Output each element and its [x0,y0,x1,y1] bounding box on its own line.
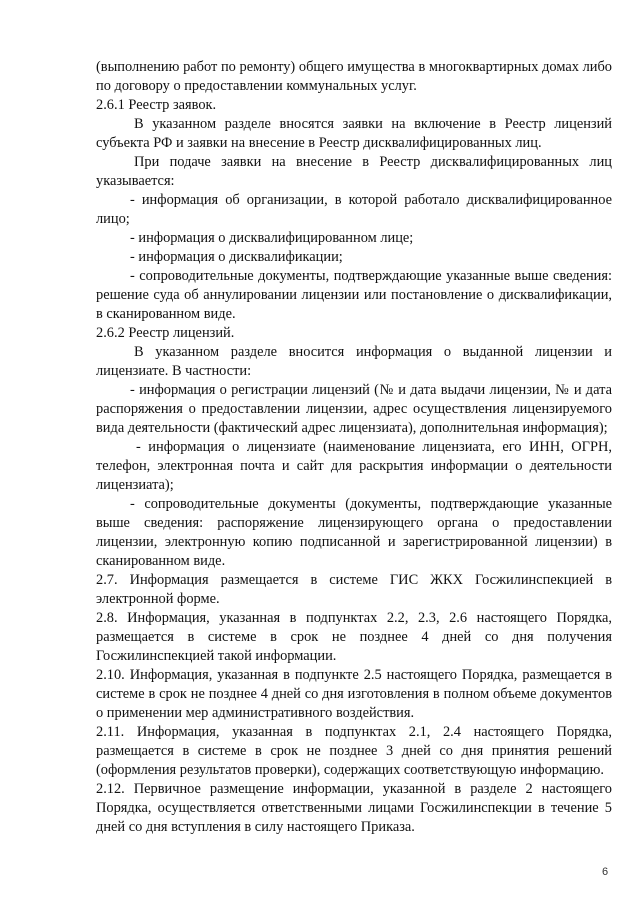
document-page [96,58,612,837]
paragraph-2-7: 2.7. Информация размещается в системе ГИС ЖКХ Госжилинспекцией в электронной форме. [96,572,612,607]
list-item-supporting-documents-license: - сопроводительные документы (документы, подтверждающие указанные выше сведения: распоряжение лицензирующего органа о предоставлении лицензии, электронную копию подписанной и зарегистрированной лицензии) в сканированном виде. [96,496,612,569]
paragraph-licenses-section: В указанном разделе вносится информация о выданной лицензии и лицензиате. В частности: [96,344,612,379]
paragraph-2-10: 2.10. Информация, указанная в подпункте 2.5 настоящего Порядка, размещается в системе в срок не позднее 4 дней со дня изготовления в полном объеме документов о применении мер административного воздействия. [96,667,612,721]
list-item-organization-info: - информация об организации, в которой работало дисквалифицированное лицо; [96,192,612,227]
paragraph-applications-section: В указанном разделе вносятся заявки на включение в Реестр лицензий субъекта РФ и заявки на внесение в Реестр дисквалифицированных лиц. [96,116,612,151]
list-item-license-registration-info: - информация о регистрации лицензий (№ и дата выдачи лицензии, № и дата распоряжения о предоставлении лицензии, адрес осуществления лицензируемого вида деятельности (фактический адрес лицензиата), дополнительная информация); [96,382,612,436]
paragraph-continuation: (выполнению работ по ремонту) общего имущества в многоквартирных домах либо по договору о предоставлении коммунальных услуг. [96,59,612,94]
list-item-disqualified-person-info: - информация о дисквалифицированном лице; [130,230,414,246]
list-item-supporting-documents-court: - сопроводительные документы, подтверждающие указанные выше сведения: решение суда об аннулировании лицензии или постановление о дисквалификации, в сканированном виде. [96,268,612,322]
heading-applications-registry: 2.6.1 Реестр заявок. [96,97,217,113]
heading-licenses-registry: 2.6.2 Реестр лицензий. [96,325,235,341]
paragraph-2-8: 2.8. Информация, указанная в подпунктах 2.2, 2.3, 2.6 настоящего Порядка, размещается в системе в срок не позднее 4 дней со дня получения Госжилинспекцией такой информации. [96,610,612,664]
paragraph-disqualified-application: При подаче заявки на внесение в Реестр дисквалифицированных лиц указывается: [96,154,612,189]
page-number: 6 [602,866,609,878]
list-item-disqualification-info: - информация о дисквалификации; [130,249,343,265]
paragraph-2-11: 2.11. Информация, указанная в подпунктах 2.1, 2.4 настоящего Порядка, размещается в системе в срок не позднее 3 дней со дня принятия решений (оформления результатов проверки), содержащих соответствующую информацию. [96,724,612,778]
paragraph-2-12: 2.12. Первичное размещение информации, указанной в разделе 2 настоящего Порядка, осуществляется ответственными лицами Госжилинспекции в течение 5 дней со дня вступления в силу настоящего Приказа. [96,781,612,835]
list-item-licensee-info: - информация о лицензиате (наименование лицензиата, его ИНН, ОГРН, телефон, электронная почта и сайт для раскрытия информации о деятельности лицензиата); [96,439,612,493]
